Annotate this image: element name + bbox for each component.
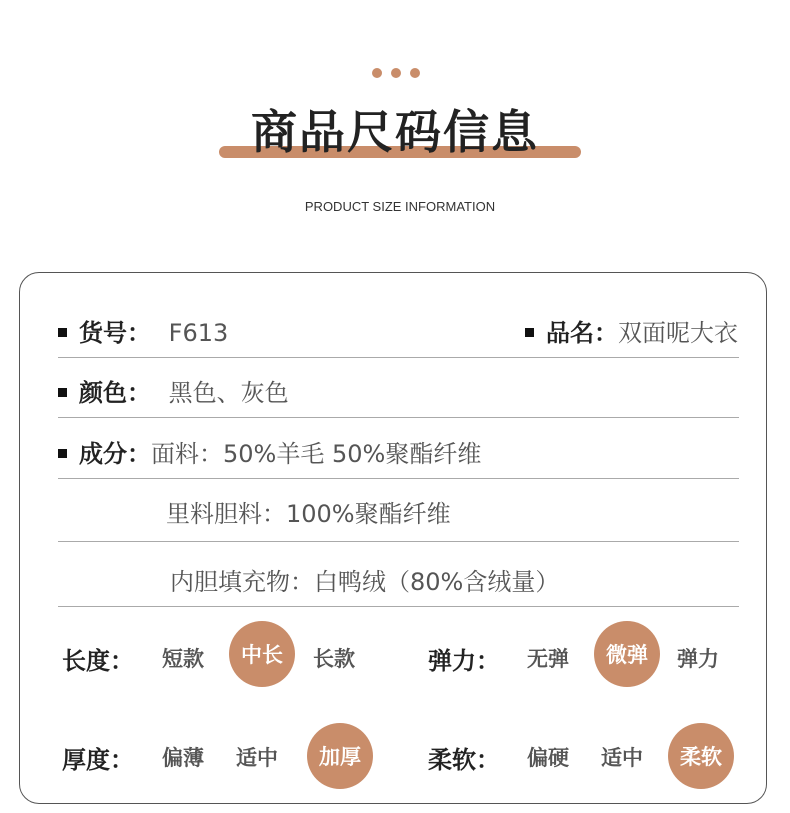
color-row bbox=[58, 373, 738, 408]
length-option-selected[interactable]: 中长 bbox=[229, 621, 295, 687]
sku-value: F613 bbox=[168, 319, 229, 347]
divider bbox=[58, 606, 739, 607]
composition-label: 成分： bbox=[79, 440, 151, 468]
sku-label: 货号： bbox=[79, 319, 151, 347]
thickness-option[interactable]: 偏薄 bbox=[162, 746, 204, 770]
divider bbox=[58, 478, 739, 479]
name-field bbox=[525, 313, 738, 348]
color-label: 颜色： bbox=[79, 379, 151, 407]
filling-value: 内胆填充物：白鸭绒（80%含绒量） bbox=[170, 568, 560, 596]
composition-row bbox=[58, 434, 738, 469]
bullet-icon bbox=[58, 328, 67, 337]
info-card bbox=[19, 272, 767, 804]
divider bbox=[58, 541, 739, 542]
softness-option-selected[interactable]: 柔软 bbox=[668, 723, 734, 789]
elasticity-label: 弹力： bbox=[428, 647, 500, 675]
bullet-icon bbox=[58, 388, 67, 397]
length-label: 长度： bbox=[62, 647, 134, 675]
page-subtitle: PRODUCT SIZE INFORMATION bbox=[304, 199, 496, 214]
name-value: 双面呢大衣 bbox=[618, 319, 738, 347]
decorative-dots bbox=[372, 68, 420, 78]
softness-label: 柔软： bbox=[428, 746, 500, 774]
bullet-icon bbox=[525, 328, 534, 337]
color-value: 黑色、灰色 bbox=[168, 379, 289, 407]
name-label: 品名： bbox=[546, 319, 618, 347]
filling-row bbox=[170, 562, 790, 597]
lining-row bbox=[166, 494, 790, 529]
dot bbox=[391, 68, 401, 78]
lining-value: 里料胆料：100%聚酯纤维 bbox=[166, 500, 451, 528]
divider bbox=[58, 357, 739, 358]
elasticity-option[interactable]: 弹力 bbox=[677, 647, 719, 671]
divider bbox=[58, 417, 739, 418]
dot bbox=[372, 68, 382, 78]
bullet-icon bbox=[58, 449, 67, 458]
page-title: 商品尺码信息 bbox=[251, 105, 539, 159]
thickness-option-selected[interactable]: 加厚 bbox=[307, 723, 373, 789]
length-option[interactable]: 长款 bbox=[313, 647, 355, 671]
thickness-option[interactable]: 适中 bbox=[236, 746, 278, 770]
softness-option[interactable]: 适中 bbox=[601, 746, 643, 770]
thickness-label: 厚度： bbox=[62, 746, 134, 774]
softness-option[interactable]: 偏硬 bbox=[527, 746, 569, 770]
sku-row bbox=[58, 313, 738, 348]
length-option[interactable]: 短款 bbox=[162, 647, 204, 671]
elasticity-option[interactable]: 无弹 bbox=[527, 647, 569, 671]
dot bbox=[410, 68, 420, 78]
elasticity-option-selected[interactable]: 微弹 bbox=[594, 621, 660, 687]
composition-value: 面料：50%羊毛 50%聚酯纤维 bbox=[151, 440, 482, 468]
